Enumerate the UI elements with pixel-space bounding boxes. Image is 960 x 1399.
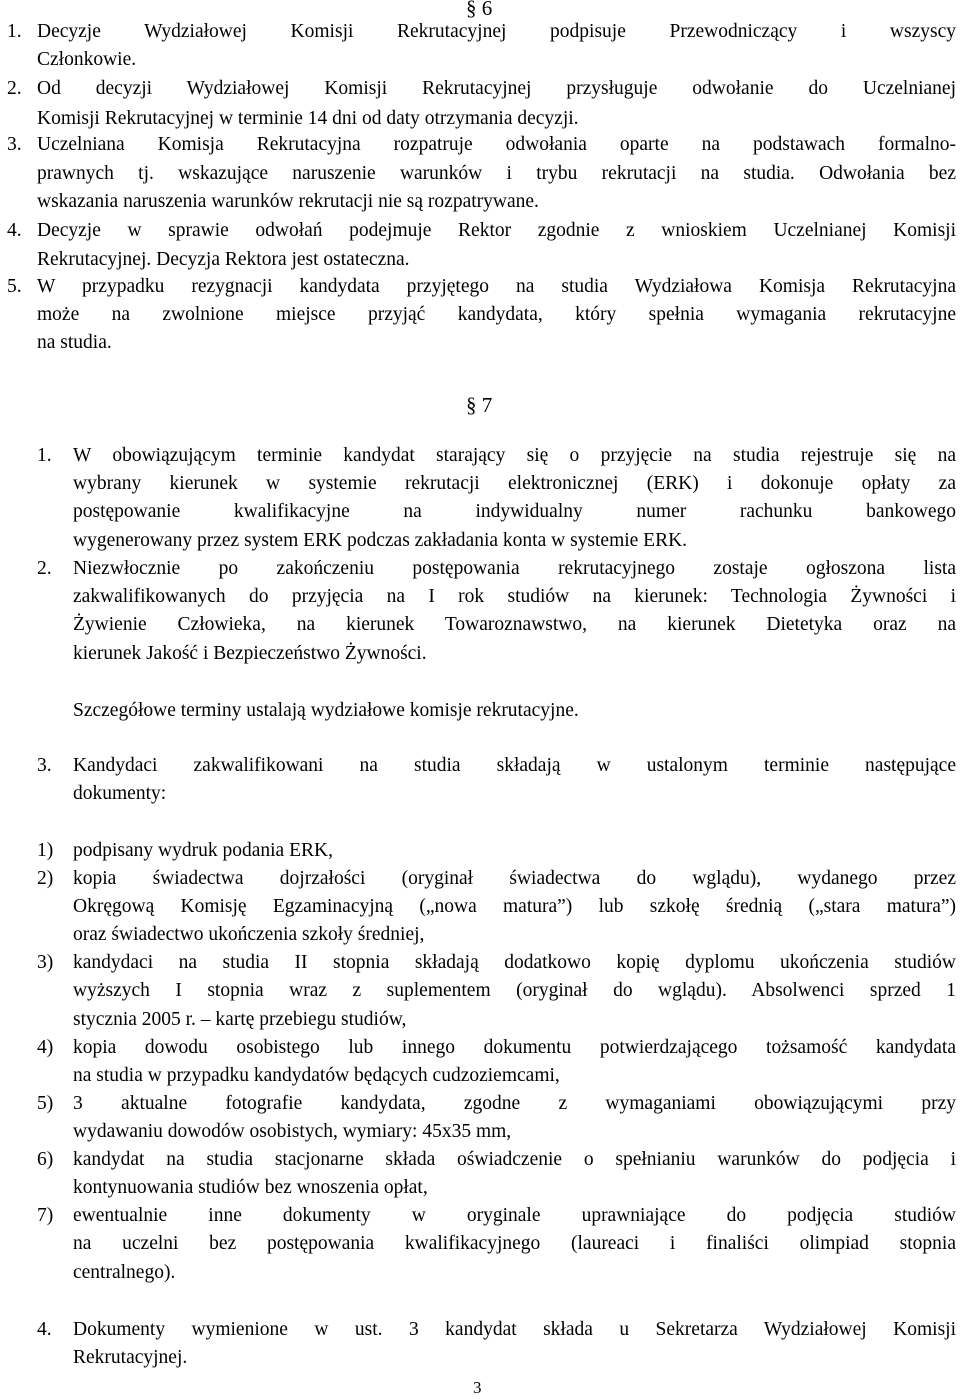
item-number: 5) [37, 1093, 54, 1114]
sec6-item-3-line-3: wskazania naruszenia warunków rekrutacji nie są rozpatrywane. [37, 191, 539, 212]
sec7-item-2-line-2: zakwalifikowanych do przyjęcia na I rok studiów na kierunek: Technologia Żywności i [73, 586, 956, 607]
sec6-item-1-line-1: Decyzje Wydziałowej Komisji Rekrutacyjnej podpisuje Przewodniczący i wszyscy [37, 21, 956, 42]
item-number: 2. [37, 558, 52, 579]
sec6-item-5-line-2: może na zwolnione miejsce przyjąć kandydata, który spełnia wymagania rekrutacyjne [37, 304, 956, 325]
sec7-note: Szczegółowe terminy ustalają wydziałowe komisje rekrutacyjne. [73, 700, 579, 721]
document-item-3-line-3: stycznia 2005 r. – kartę przebiegu studiów, [73, 1009, 407, 1030]
document-item-1-line-1: podpisany wydruk podania ERK, [73, 840, 333, 861]
document-item-3-line-2: wyższych I stopnia wraz z suplementem (oryginał do wglądu). Absolwenci sprzed 1 [73, 980, 956, 1001]
item-number: 7) [37, 1205, 54, 1226]
document-item-5-line-1: 3 aktualne fotografie kandydata, zgodne z wymaganiami obowiązującymi przy [73, 1093, 956, 1114]
sec6-item-1-line-2: Członkowie. [37, 49, 137, 70]
sec6-item-3-line-2: prawnych tj. wskazujące naruszenie warunków i trybu rekrutacji na studia. Odwołania bez [37, 163, 956, 184]
page-number: 3 [473, 1378, 482, 1397]
section-number: 7 [481, 393, 493, 417]
sec7-item-2-line-3: Żywienie Człowieka, na kierunek Towaroznawstwo, na kierunek Dietetyka oraz na [73, 614, 956, 635]
sec7-item-1-line-4: wygenerowany przez system ERK podczas zakładania konta w systemie ERK. [73, 530, 688, 551]
sec6-item-4-line-1: Decyzje w sprawie odwołań podejmuje Rektor zgodnie z wnioskiem Uczelnianej Komisji [37, 220, 956, 241]
item-number: 6) [37, 1149, 54, 1170]
sec6-item-5-line-1: W przypadku rezygnacji kandydata przyjętego na studia Wydziałowa Komisja Rekrutacyjna [37, 276, 956, 297]
item-number: 1) [37, 840, 54, 861]
sec6-item-2-line-1: Od decyzji Wydziałowej Komisji Rekrutacyjnej przysługuje odwołanie do Uczelnianej [37, 78, 956, 99]
item-number: 5. [7, 276, 22, 297]
sec6-item-5-line-3: na studia. [37, 332, 112, 353]
item-number: 3) [37, 952, 54, 973]
section-sign: § [466, 0, 477, 20]
sec6-item-3-line-1: Uczelniana Komisja Rekrutacyjna rozpatruje odwołania oparte na podstawach formalno- [37, 134, 956, 155]
sec6-item-2-line-2: Komisji Rekrutacyjnej w terminie 14 dni od daty otrzymania decyzji. [37, 108, 579, 129]
sec6-item-4-line-2: Rekrutacyjnej. Decyzja Rektora jest ostateczna. [37, 249, 410, 270]
section-number: 6 [481, 0, 493, 20]
item-number: 3. [37, 755, 52, 776]
item-number: 2) [37, 868, 54, 889]
document-item-7-line-2: na uczelni bez postępowania kwalifikacyjnego (laureaci i finaliści olimpiad stopnia [73, 1233, 956, 1254]
item-number: 2. [7, 78, 22, 99]
document-item-4-line-1: kopia dowodu osobistego lub innego dokumentu potwierdzającego tożsamość kandydata [73, 1037, 956, 1058]
item-number: 4) [37, 1037, 54, 1058]
sec7-item-4-line-1: Dokumenty wymienione w ust. 3 kandydat składa u Sekretarza Wydziałowej Komisji [73, 1319, 956, 1340]
sec7-item-3-line-1: Kandydaci zakwalifikowani na studia składają w ustalonym terminie następujące [73, 755, 956, 776]
sec7-item-4-line-2: Rekrutacyjnej. [73, 1347, 188, 1368]
item-number: 1. [7, 21, 22, 42]
item-number: 4. [37, 1319, 52, 1340]
sec7-item-1-line-3: postępowanie kwalifikacyjne na indywidualny numer rachunku bankowego [73, 501, 956, 522]
document-item-6-line-1: kandydat na studia stacjonarne składa oświadczenie o spełnianiu warunków do podjęcia i [73, 1149, 956, 1170]
section-7-heading [466, 395, 492, 416]
item-number: 4. [7, 220, 22, 241]
document-item-3-line-1: kandydaci na studia II stopnia składają dodatkowo kopię dyplomu ukończenia studiów [73, 952, 956, 973]
document-item-6-line-2: kontynuowania studiów bez wnoszenia opłat, [73, 1177, 428, 1198]
sec7-item-1-line-1: W obowiązującym terminie kandydat starający się o przyjęcie na studia rejestruje się na [73, 445, 956, 466]
item-number: 3. [7, 134, 22, 155]
document-item-2-line-2: Okręgową Komisję Egzaminacyjną („nowa matura”) lub szkołę średnią („stara matura”) [73, 896, 956, 917]
document-item-2-line-1: kopia świadectwa dojrzałości (oryginał świadectwa do wglądu), wydanego przez [73, 868, 956, 889]
document-item-7-line-1: ewentualnie inne dokumenty w oryginale uprawniające do podjęcia studiów [73, 1205, 956, 1226]
document-item-2-line-3: oraz świadectwo ukończenia szkoły średniej, [73, 924, 425, 945]
section-sign: § [466, 393, 477, 417]
sec7-item-2-line-4: kierunek Jakość i Bezpieczeństwo Żywności. [73, 643, 427, 664]
sec7-item-3-line-2: dokumenty: [73, 783, 167, 804]
item-number: 1. [37, 445, 52, 466]
document-item-5-line-2: wydawaniu dowodów osobistych, wymiary: 45x35 mm, [73, 1121, 512, 1142]
document-item-4-line-2: na studia w przypadku kandydatów będących cudzoziemcami, [73, 1065, 560, 1086]
sec7-item-2-line-1: Niezwłocznie po zakończeniu postępowania rekrutacyjnego zostaje ogłoszona lista [73, 558, 956, 579]
document-item-7-line-3: centralnego). [73, 1262, 176, 1283]
section-6-heading [466, 0, 492, 19]
sec7-item-1-line-2: wybrany kierunek w systemie rekrutacji elektronicznej (ERK) i dokonuje opłaty za [73, 473, 956, 494]
